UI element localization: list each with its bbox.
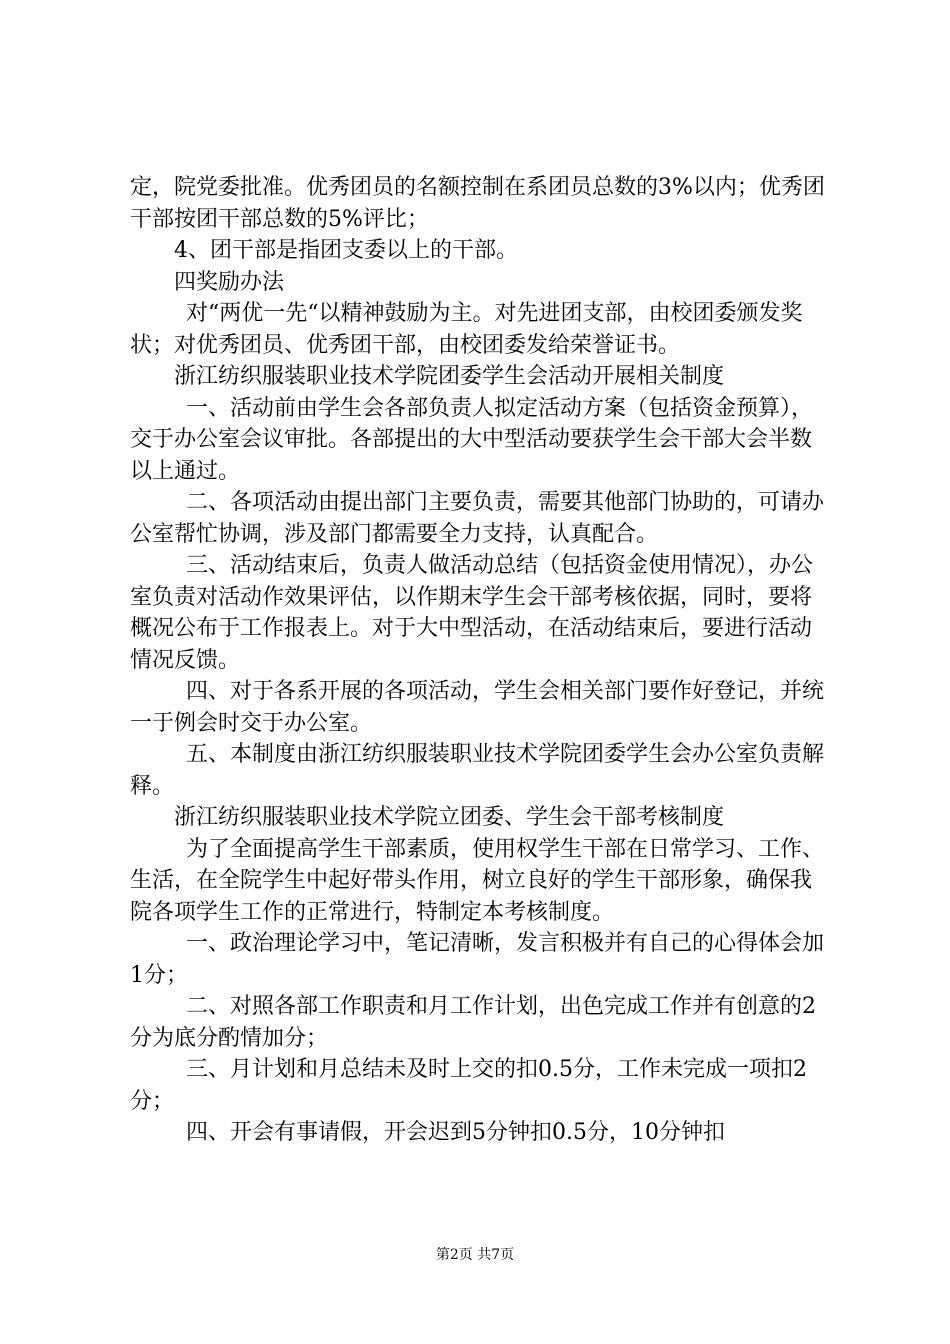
paragraph-2: 4、团干部是指团支委以上的干部。 <box>174 238 518 263</box>
paragraph-11: 二、对照各部工作职责和月工作计划，出色完成工作并有创意的2分为底分酌情加分； <box>130 994 816 1051</box>
paragraph-7: 四、对于各系开展的各项活动，学生会相关部门要作好登记，并统一于例会时交于办公室。 <box>130 679 825 736</box>
paragraph-8: 五、本制度由浙江纺织服装职业技术学院团委学生会办公室负责解释。 <box>130 742 825 799</box>
section-heading-assessment: 浙江纺织服装职业技术学院立团委、学生会干部考核制度 <box>174 805 725 830</box>
paragraph-6: 三、活动结束后，负责人做活动总结（包括资金使用情况），办公室负责对活动作效果评估，以作期末学生会干部考核依据，同时，要将概况公布于工作报表上。对于大中型活动，在活动结束后，要进行活动情况反馈。 <box>130 553 814 673</box>
document-body <box>130 172 830 1149</box>
page-number-label: 第2页 共7页 <box>435 1247 515 1263</box>
paragraph-5: 二、各项活动由提出部门主要负责，需要其他部门协助的，可请办公室帮忙协调，涉及部门都需要全力支持，认真配合。 <box>130 490 825 547</box>
section-heading-rewards: 四奖励办法 <box>174 269 285 295</box>
paragraph-10: 一、政治理论学习中，笔记清晰，发言积极并有自己的心得体会加1分； <box>130 931 825 988</box>
paragraph-9: 为了全面提高学生干部素质，使用权学生干部在日常学习、工作、生活，在全院学生中起好带头作用，树立良好的学生干部形象，确保我院各项学生工作的正常进行，特制定本考核制度。 <box>130 836 825 925</box>
section-heading-activity-rules: 浙江纺织服装职业技术学院团委学生会活动开展相关制度 <box>174 364 725 389</box>
paragraph-3: 对“两优一先“以精神鼓励为主。对先进团支部，由校团委颁发奖状；对优秀团员、优秀团干部，由校团委发给荣誉证书。 <box>130 301 803 358</box>
paragraph-1: 定，院党委批准。优秀团员的名额控制在系团员总数的3%以内；优秀团干部按团干部总数的5%评比； <box>130 175 825 232</box>
page-footer <box>0 1244 950 1264</box>
paragraph-13: 四、开会有事请假，开会迟到5分钟扣0.5分，10分钟扣 <box>186 1120 725 1145</box>
paragraph-4: 一、活动前由学生会各部负责人拟定活动方案（包括资金预算），交于办公室会议审批。各部提出的大中型活动要获学生会干部大会半数以上通过。 <box>130 395 814 484</box>
paragraph-12: 三、月计划和月总结未及时上交的扣0.5分，工作未完成一项扣2分； <box>130 1057 807 1114</box>
